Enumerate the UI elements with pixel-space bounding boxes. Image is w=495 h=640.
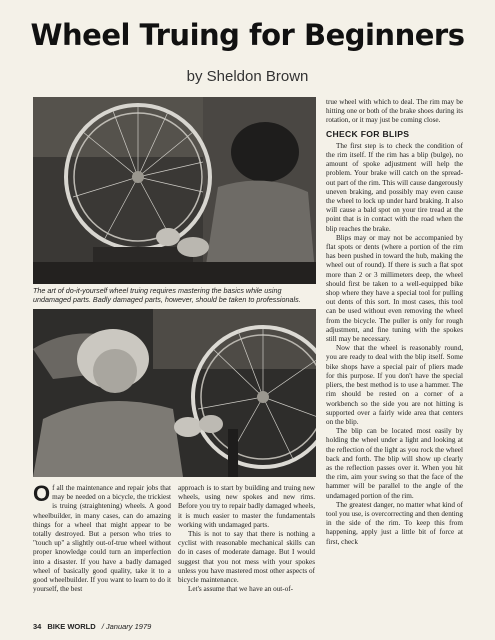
page-footer — [33, 622, 151, 631]
article-column-3 — [326, 98, 463, 547]
section-heading: CHECK FOR BLIPS — [326, 128, 410, 139]
byline: by Sheldon Brown — [186, 68, 309, 85]
article-title: Wheel Truing for Beginners — [30, 18, 465, 52]
photo-bottom — [33, 309, 316, 477]
paragraph: The blip can be located most easily by holding the wheel under a light and looking at the reflection of the light as you rock the wheel back and forth. The blip will show up clearly as the reflection passes over it. When you hit the rim, aim your swing so that the face of the hammer will be parallel to the angle of the undamaged portion of the rim. — [326, 427, 463, 500]
drop-cap: O — [33, 481, 51, 506]
paragraph: The greatest danger, no matter what kind of tool you use, is overcorrecting and then denting in the side of the rim. To keep this from happening, apply just a little bit of force at first, check — [326, 500, 463, 546]
paragraph: Now that the wheel is reasonably round, you are ready to deal with the blip itself. Some bike shops have a special pair of pliers made for this purpose. If you don't have the special pliers, the best method is to use a hammer. The rim should be rested on a corner of a workbench so the side you are not hitting is supported over a fairly wide area that centers on the blip. — [326, 344, 463, 426]
issue-date: / January 1979 — [101, 622, 152, 631]
magazine-name: BIKE WORLD — [47, 622, 96, 631]
paragraph: f all the maintenance and repair jobs that may be needed on a bicycle, the trickiest is truing (straightening) wheels. A good wheelbuilder, in many cases, can do amazing things for a wheel that might appear to be totally destroyed. But a person who tries to "touch up" a slightly out-of-true wheel without proper knowledge could turn an imperfection into a disaster. If you have a badly damaged wheel of basically good quality, take it to a good wheelbuilder. If you want to learn to do it yourself, the best — [33, 484, 171, 594]
article-column-1 — [33, 481, 171, 594]
paragraph: Blips may or may not be accompanied by flat spots or dents (where a portion of the rim has been pushed in toward the hub, making the wheel out of round). If there is such a flat spot more than 2 or 3 millimeters deep, the wheel should first be taken to a well-equipped bike shop where they have a special tool for pulling out dents of this sort. In most cases, this tool can be used without even removing the wheel from the bicycle. The puller is only for rough adjustment, and fine tuning with the spokes still may be necessary. — [326, 233, 463, 344]
photo-caption: The art of do-it-yourself wheel truing requires mastering the basics while using undamaged parts. Badly damaged parts, however, should be taken to professionals. — [33, 286, 301, 304]
page-number: 34 — [33, 622, 42, 631]
paragraph: This is not to say that there is nothing a cyclist with reasonable mechanical skills can do in cases of moderate damage. But I would suggest that you not mess with your spokes unless you have mastered most other aspects of bicycle maintenance. — [178, 530, 315, 585]
paragraph: true wheel with which to deal. The rim may be hitting one or both of the brake shoes during its rotation, or it may just be coming close. — [326, 98, 463, 125]
paragraph: Let's assume that we have an out-of- — [188, 585, 294, 594]
paragraph: The first step is to check the condition of the rim itself. If the rim has a blip (bulge), no amount of spoke adjustment will help the problem. Your brake will catch on the spread-out part of the rim. This will cause dangerously uneven braking, and possibly may even cause the wheel to lock up under hard braking. It also will cause a bald spot on your tire tread at the point that is in contact with the road when the blip reaches the brake. — [326, 141, 463, 233]
paragraph: approach is to start by building and truing new wheels, using new spokes and new rims. Before you try to repair badly damaged wheels, it is much easier to master the fundamentals working with undamaged parts. — [178, 484, 315, 529]
article-column-2 — [178, 484, 315, 594]
photo-top — [33, 97, 316, 284]
